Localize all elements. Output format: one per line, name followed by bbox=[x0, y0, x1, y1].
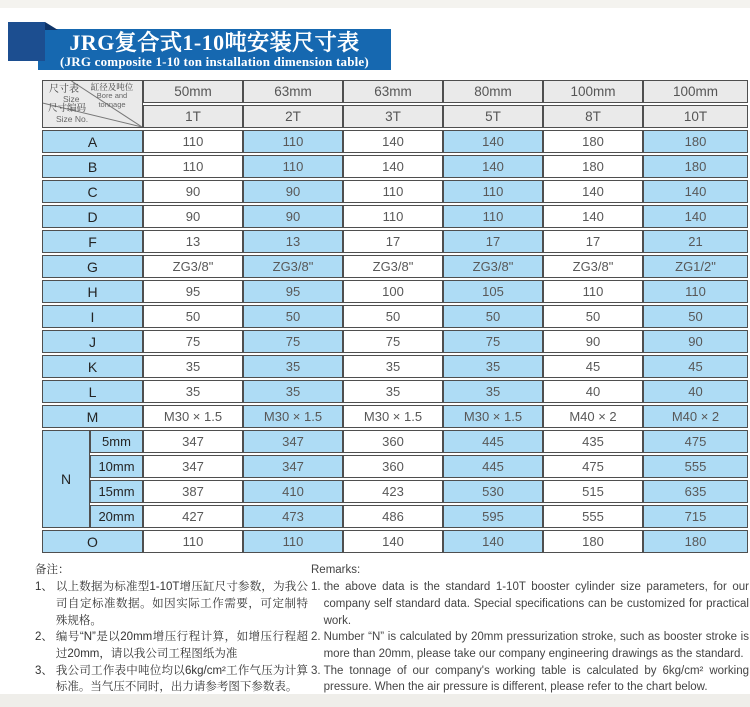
dim-cell: 445 bbox=[443, 455, 543, 478]
dim-cell: 475 bbox=[543, 455, 643, 478]
dim-cell: 445 bbox=[443, 430, 543, 453]
row-label: J bbox=[42, 330, 143, 353]
row-label-n: N bbox=[42, 430, 90, 528]
dim-cell: 110 bbox=[243, 530, 343, 553]
tonnage-header: 1T bbox=[143, 105, 243, 128]
remark-en-item-text: the above data is the standard 1-10T booster cylinder size parameters, for our company self standard data. Special specifications can be customized for practical work. bbox=[323, 581, 749, 627]
dim-cell: 635 bbox=[643, 480, 748, 503]
dim-cell: 110 bbox=[543, 280, 643, 303]
table-row bbox=[42, 180, 748, 203]
dim-cell: 35 bbox=[443, 380, 543, 403]
dim-cell: 110 bbox=[143, 155, 243, 178]
dim-cell: 110 bbox=[443, 180, 543, 203]
dim-cell: 360 bbox=[343, 455, 443, 478]
dim-cell: 715 bbox=[643, 505, 748, 528]
dim-cell: ZG3/8" bbox=[443, 255, 543, 278]
row-label: A bbox=[42, 130, 143, 153]
dim-cell: 140 bbox=[543, 205, 643, 228]
bore-header: 63mm bbox=[243, 80, 343, 103]
tonnage-header: 10T bbox=[643, 105, 748, 128]
tonnage-header: 2T bbox=[243, 105, 343, 128]
dim-cell: M30 × 1.5 bbox=[143, 405, 243, 428]
table-row bbox=[42, 130, 748, 153]
dim-cell: 17 bbox=[343, 230, 443, 253]
row-label: C bbox=[42, 180, 143, 203]
dim-cell: 473 bbox=[243, 505, 343, 528]
remarks-chinese bbox=[35, 562, 308, 696]
table-row bbox=[42, 305, 748, 328]
dim-cell: 35 bbox=[243, 355, 343, 378]
dim-cell: M30 × 1.5 bbox=[443, 405, 543, 428]
bore-header: 100mm bbox=[643, 80, 748, 103]
dim-cell: 140 bbox=[343, 130, 443, 153]
dim-cell: 180 bbox=[543, 155, 643, 178]
dim-cell: 40 bbox=[643, 380, 748, 403]
table-row bbox=[42, 330, 748, 353]
dim-cell: 75 bbox=[443, 330, 543, 353]
n-sub-label: 10mm bbox=[90, 455, 143, 478]
table-row bbox=[42, 155, 748, 178]
dim-cell: 50 bbox=[643, 305, 748, 328]
dim-cell: 410 bbox=[243, 480, 343, 503]
dim-cell: 75 bbox=[343, 330, 443, 353]
dim-cell: 75 bbox=[143, 330, 243, 353]
dim-cell: 530 bbox=[443, 480, 543, 503]
table-row bbox=[42, 505, 748, 528]
dim-cell: 95 bbox=[143, 280, 243, 303]
remarks-cn-heading: 备注： bbox=[35, 564, 70, 576]
table-row bbox=[42, 530, 748, 553]
dim-cell: 423 bbox=[343, 480, 443, 503]
corner-cell bbox=[42, 80, 143, 128]
dim-cell: 90 bbox=[543, 330, 643, 353]
dim-cell: ZG3/8" bbox=[143, 255, 243, 278]
table-row bbox=[42, 230, 748, 253]
dim-cell: 347 bbox=[243, 430, 343, 453]
dim-cell: 50 bbox=[243, 305, 343, 328]
row-label: I bbox=[42, 305, 143, 328]
dim-cell: 21 bbox=[643, 230, 748, 253]
dim-cell: 13 bbox=[243, 230, 343, 253]
remark-en-item-number: 2. bbox=[311, 631, 321, 644]
dim-cell: 35 bbox=[143, 355, 243, 378]
dim-cell: 360 bbox=[343, 430, 443, 453]
tonnage-header: 8T bbox=[543, 105, 643, 128]
bottom-divider-strip bbox=[0, 694, 750, 707]
dim-cell: 45 bbox=[643, 355, 748, 378]
remark-cn-item-text: 以上数据为标准型1-10T增压缸尺寸参数，为我公司自定标准数据。如因实际工作需要，可定制特殊规格。 bbox=[55, 581, 308, 627]
dim-cell: M40 × 2 bbox=[643, 405, 748, 428]
dim-cell: 35 bbox=[243, 380, 343, 403]
table-row bbox=[42, 255, 748, 278]
corner-sizeno-label: 尺寸编码 Size No. bbox=[48, 103, 89, 124]
dim-cell: 140 bbox=[443, 530, 543, 553]
dim-cell: 435 bbox=[543, 430, 643, 453]
dimension-table-wrap bbox=[42, 78, 748, 555]
dim-cell: 45 bbox=[543, 355, 643, 378]
remark-en-item bbox=[311, 629, 749, 662]
remark-cn-item bbox=[35, 629, 308, 662]
dim-cell: 180 bbox=[643, 155, 748, 178]
bore-header: 63mm bbox=[343, 80, 443, 103]
dim-cell: 90 bbox=[243, 180, 343, 203]
row-label: K bbox=[42, 355, 143, 378]
dim-cell: 555 bbox=[543, 505, 643, 528]
remark-cn-item-text: 我公司工作表中吨位均以6kg/cm²工作气压为计算标准。当气压不同时，出力请参考图下参数表。 bbox=[55, 664, 308, 694]
banner-fold-triangle bbox=[45, 22, 58, 30]
remark-cn-item-number: 3、 bbox=[35, 664, 53, 677]
dim-cell: 140 bbox=[443, 155, 543, 178]
row-label: B bbox=[42, 155, 143, 178]
dim-cell: 13 bbox=[143, 230, 243, 253]
dim-cell: 140 bbox=[343, 155, 443, 178]
n-sub-label: 20mm bbox=[90, 505, 143, 528]
remark-en-item-number: 3. bbox=[311, 664, 321, 677]
dim-cell: 180 bbox=[643, 130, 748, 153]
row-label: F bbox=[42, 230, 143, 253]
dim-cell: 555 bbox=[643, 455, 748, 478]
dim-cell: 595 bbox=[443, 505, 543, 528]
dim-cell: 140 bbox=[343, 530, 443, 553]
dim-cell: 110 bbox=[143, 530, 243, 553]
corner-size-label: 尺寸表 Size bbox=[49, 84, 80, 104]
dim-cell: 90 bbox=[243, 205, 343, 228]
row-label: G bbox=[42, 255, 143, 278]
n-sub-label: 15mm bbox=[90, 480, 143, 503]
dim-cell: 90 bbox=[143, 205, 243, 228]
dim-cell: 35 bbox=[343, 355, 443, 378]
dim-cell: 95 bbox=[243, 280, 343, 303]
dim-cell: 180 bbox=[543, 130, 643, 153]
dim-cell: 35 bbox=[343, 380, 443, 403]
remark-en-item bbox=[311, 663, 749, 696]
dim-cell: M30 × 1.5 bbox=[343, 405, 443, 428]
remark-cn-item bbox=[35, 663, 308, 696]
dim-cell: 75 bbox=[243, 330, 343, 353]
dim-cell: 347 bbox=[243, 455, 343, 478]
table-row bbox=[42, 480, 748, 503]
page-title-en: (JRG composite 1-10 ton installation dimension table) bbox=[60, 54, 369, 69]
dim-cell: 347 bbox=[143, 430, 243, 453]
dim-cell: 387 bbox=[143, 480, 243, 503]
remarks-en-heading: Remarks: bbox=[311, 564, 361, 576]
tonnage-header: 3T bbox=[343, 105, 443, 128]
bore-header: 80mm bbox=[443, 80, 543, 103]
dim-cell: 110 bbox=[143, 130, 243, 153]
dim-cell: 140 bbox=[643, 205, 748, 228]
dim-cell: ZG3/8" bbox=[343, 255, 443, 278]
row-label: D bbox=[42, 205, 143, 228]
dim-cell: ZG3/8" bbox=[243, 255, 343, 278]
table-row bbox=[42, 380, 748, 403]
corner-bore-label: 缸径及吨位 Bore and tonnage bbox=[90, 82, 134, 109]
page-title-cn: JRG复合式1-10吨安装尺寸表 bbox=[69, 30, 360, 55]
dim-cell: 140 bbox=[643, 180, 748, 203]
remark-en-item bbox=[311, 579, 749, 629]
row-label: O bbox=[42, 530, 143, 553]
dim-cell: 50 bbox=[443, 305, 543, 328]
table-row bbox=[42, 355, 748, 378]
dim-cell: 35 bbox=[443, 355, 543, 378]
table-row bbox=[42, 280, 748, 303]
remark-cn-item-number: 1、 bbox=[35, 581, 53, 594]
top-divider-strip bbox=[0, 0, 750, 8]
row-label: H bbox=[42, 280, 143, 303]
dim-cell: 100 bbox=[343, 280, 443, 303]
dim-cell: 90 bbox=[143, 180, 243, 203]
table-row bbox=[42, 405, 748, 428]
banner-accent-square bbox=[8, 22, 45, 61]
dim-cell: 110 bbox=[243, 130, 343, 153]
dim-cell: 110 bbox=[343, 205, 443, 228]
dim-cell: 50 bbox=[343, 305, 443, 328]
dim-cell: 110 bbox=[343, 180, 443, 203]
row-label: L bbox=[42, 380, 143, 403]
dim-cell: 90 bbox=[643, 330, 748, 353]
dim-cell: 50 bbox=[543, 305, 643, 328]
dim-cell: 40 bbox=[543, 380, 643, 403]
title-banner bbox=[38, 29, 391, 70]
dim-cell: M30 × 1.5 bbox=[243, 405, 343, 428]
dimension-table bbox=[42, 78, 748, 555]
remark-en-item-text: Number “N” is calculated by 20mm pressurization stroke, such as booster stroke is more than 20mm, please take our company engineering drawings as the standard. bbox=[323, 631, 749, 660]
dim-cell: 347 bbox=[143, 455, 243, 478]
remark-cn-item-number: 2、 bbox=[35, 631, 53, 644]
remark-cn-item bbox=[35, 579, 308, 629]
dim-cell: 110 bbox=[243, 155, 343, 178]
dim-cell: 17 bbox=[543, 230, 643, 253]
dim-cell: 475 bbox=[643, 430, 748, 453]
dim-cell: 110 bbox=[443, 205, 543, 228]
tonnage-header: 5T bbox=[443, 105, 543, 128]
dim-cell: 180 bbox=[643, 530, 748, 553]
dim-cell: ZG1/2" bbox=[643, 255, 748, 278]
remark-en-item-text: The tonnage of our company's working table is calculated by 6kg/cm² working pressure. When the air pressure is different, please refer to the chart below. bbox=[323, 664, 749, 694]
dim-cell: ZG3/8" bbox=[543, 255, 643, 278]
dim-cell: 486 bbox=[343, 505, 443, 528]
dim-cell: 140 bbox=[443, 130, 543, 153]
remarks-english bbox=[311, 562, 749, 696]
dim-cell: 427 bbox=[143, 505, 243, 528]
dim-cell: 17 bbox=[443, 230, 543, 253]
table-row bbox=[42, 430, 748, 453]
remark-cn-item-text: 编号“N”是以20mm增压行程计算，如增压行程超过20mm，请以我公司工程图纸为准 bbox=[55, 631, 308, 660]
dim-cell: 35 bbox=[143, 380, 243, 403]
table-row bbox=[42, 205, 748, 228]
dim-cell: 140 bbox=[543, 180, 643, 203]
row-label: M bbox=[42, 405, 143, 428]
bore-header: 50mm bbox=[143, 80, 243, 103]
dim-cell: 180 bbox=[543, 530, 643, 553]
dim-cell: 50 bbox=[143, 305, 243, 328]
table-row bbox=[42, 455, 748, 478]
bore-header: 100mm bbox=[543, 80, 643, 103]
dim-cell: 105 bbox=[443, 280, 543, 303]
remark-en-item-number: 1. bbox=[311, 581, 321, 594]
n-sub-label: 5mm bbox=[90, 430, 143, 453]
dim-cell: 110 bbox=[643, 280, 748, 303]
dim-cell: M40 × 2 bbox=[543, 405, 643, 428]
dim-cell: 515 bbox=[543, 480, 643, 503]
